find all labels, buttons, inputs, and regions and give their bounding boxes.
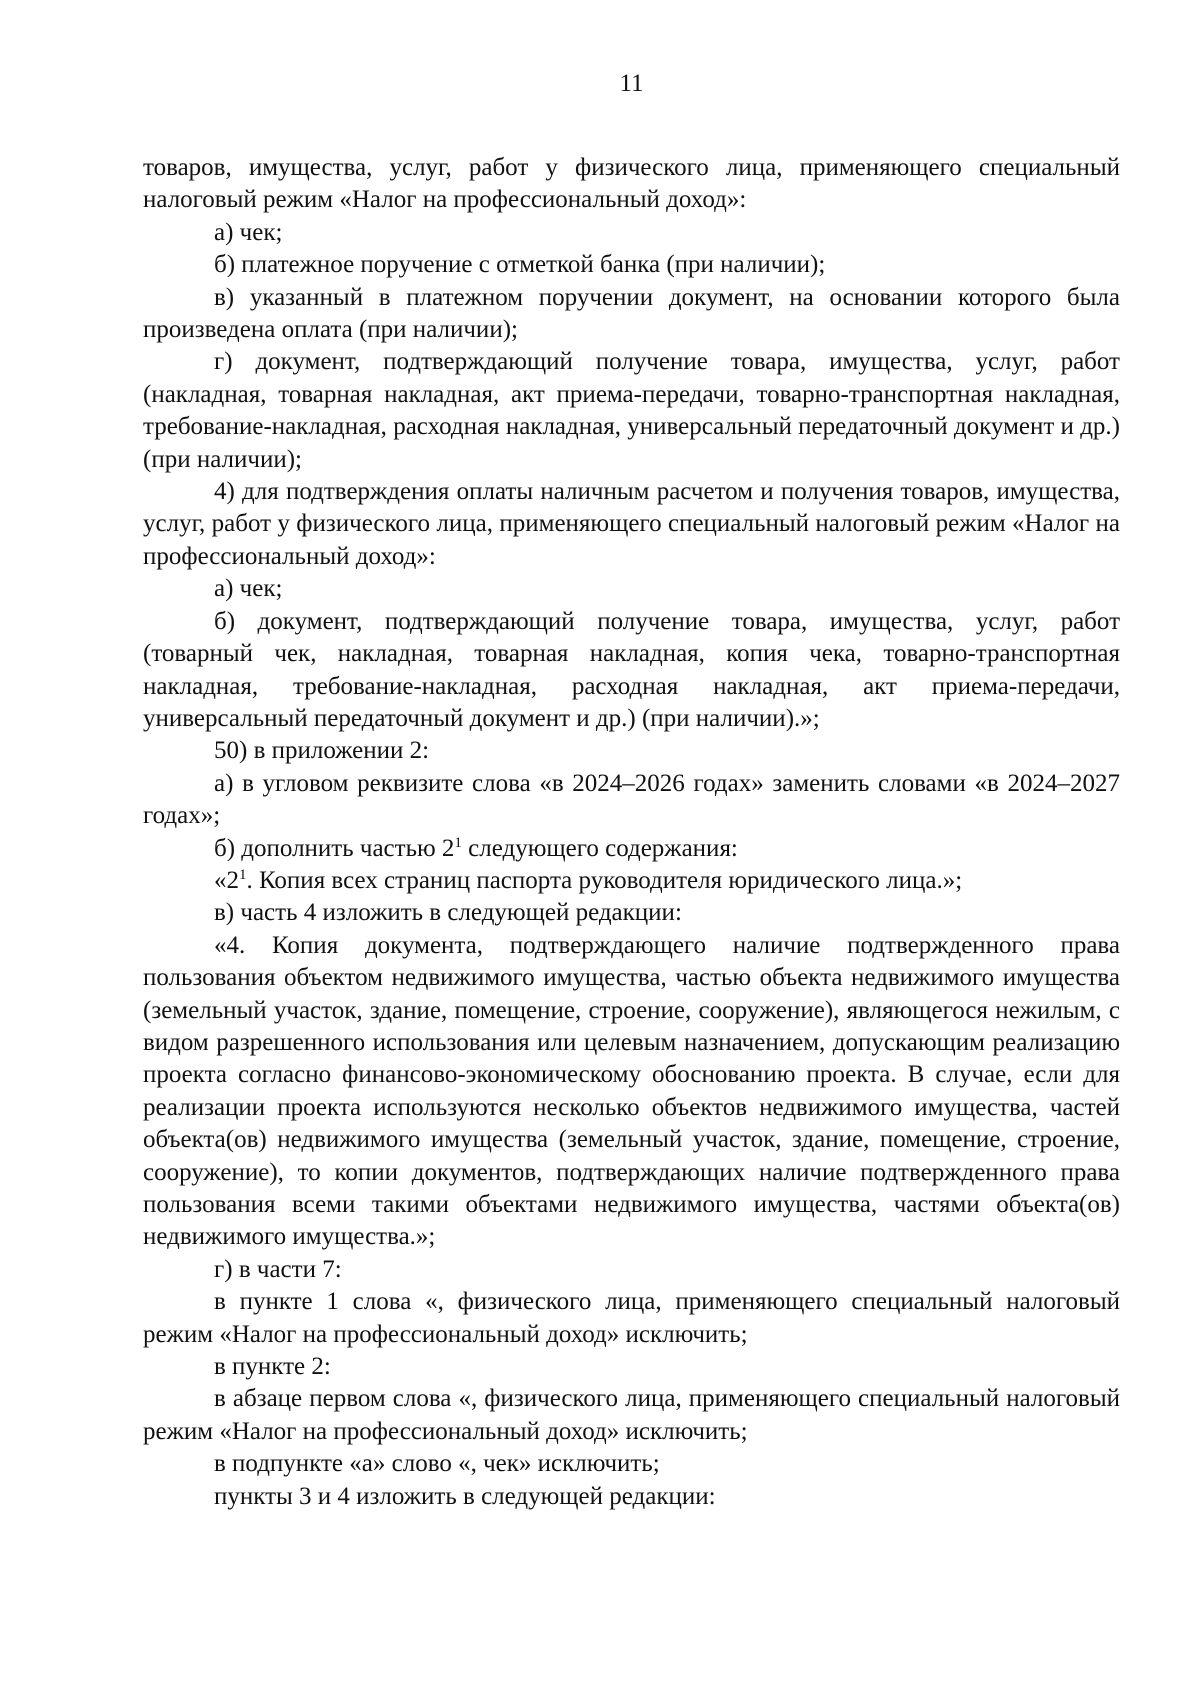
list-item-g-part-7: г) в части 7:: [214, 1255, 342, 1283]
list-item-v-document: в) указанный в платежном поручении документ, на основании которого была произведена оплата (при наличии);: [143, 283, 1120, 344]
list-item-g-document: г) документ, подтверждающий получение товара, имущества, услуг, работ (накладная, товарная накладная, акт приема-передачи, товарно-транспортная накладная, требование-накладная, расходная накладная, универсальный передаточный документ и др.) (при наличии);: [143, 348, 1120, 473]
paragraph-item-50: 50) в приложении 2:: [214, 737, 430, 765]
list-item-a-check-2: а) чек;: [214, 575, 283, 603]
quote-text-before: «2: [214, 866, 239, 894]
paragraph-points-3-4: пункты 3 и 4 изложить в следующей редакции:: [214, 1482, 716, 1510]
quote-part-2-1: [143, 865, 1120, 897]
quote-text-after: . Копия всех страниц паспорта руководителя юридического лица.»;: [246, 866, 963, 894]
quote-part-4: «4. Копия документа, подтверждающего наличие подтвержденного права пользования объектом недвижимого имущества, частью объекта недвижимого имущества (земельный участок, здание, помещение, строение, сооружение), являющегося нежилым, с видом разрешенного использования или целевым назначением, допускающим реализацию проекта согласно финансово-экономическому обоснованию проекта. В случае, если для реализации проекта используются несколько объектов недвижимого имущества, частей объекта(ов) недвижимого имущества (земельный участок, здание, помещение, строение, сооружение), то копии документов, подтверждающих наличие подтвержденного права пользования всеми такими объектами недвижимого имущества, частями объекта(ов) недвижимого имущества.»;: [143, 931, 1120, 1251]
page-number: 11: [619, 70, 644, 97]
paragraph-point-1: в пункте 1 слова «, физического лица, применяющего специальный налоговый режим «Налог на профессиональный доход» исключить;: [143, 1288, 1120, 1348]
paragraph-continuation: товаров, имущества, услуг, работ у физического лица, применяющего специальный налоговый режим «Налог на профессиональный доход»:: [143, 154, 1120, 214]
paragraph-item-4: 4) для подтверждения оплаты наличным расчетом и получения товаров, имущества, услуг, работ у физического лица, применяющего специальный налоговый режим «Налог на профессиональный доход»:: [143, 478, 1120, 570]
list-item-a-requisite: а) в угловом реквизите слова «в 2024–2026 годах» заменить словами «в 2024–2027 годах»;: [143, 769, 1120, 830]
document-body: [143, 152, 1120, 1513]
superscript: 1: [454, 834, 462, 851]
superscript: 1: [239, 866, 247, 883]
list-item-b-payment-order: б) платежное поручение с отметкой банка (при наличии);: [214, 251, 826, 279]
supplement-text-before: б) дополнить частью 2: [214, 834, 455, 862]
list-item-b-supplement: [143, 833, 1120, 865]
list-item-a-check: а) чек;: [214, 218, 283, 246]
paragraph-point-2: в пункте 2:: [214, 1353, 331, 1381]
supplement-text-after: следующего содержания:: [461, 834, 738, 862]
paragraph-first-abzac: в абзаце первом слова «, физического лица, применяющего специальный налоговый режим «Налог на профессиональный доход» исключить;: [143, 1385, 1120, 1445]
list-item-v-part-4: в) часть 4 изложить в следующей редакции:: [214, 899, 682, 927]
paragraph-subpoint-a: в подпункте «а» слово «, чек» исключить;: [214, 1450, 660, 1478]
list-item-b-document: б) документ, подтверждающий получение товара, имущества, услуг, работ (товарный чек, накладная, товарная накладная, копия чека, товарно-транспортная накладная, требование-накладная, расходная накладная, акт приема-передачи, универсальный передаточный документ и др.) (при наличии).»;: [143, 607, 1120, 732]
